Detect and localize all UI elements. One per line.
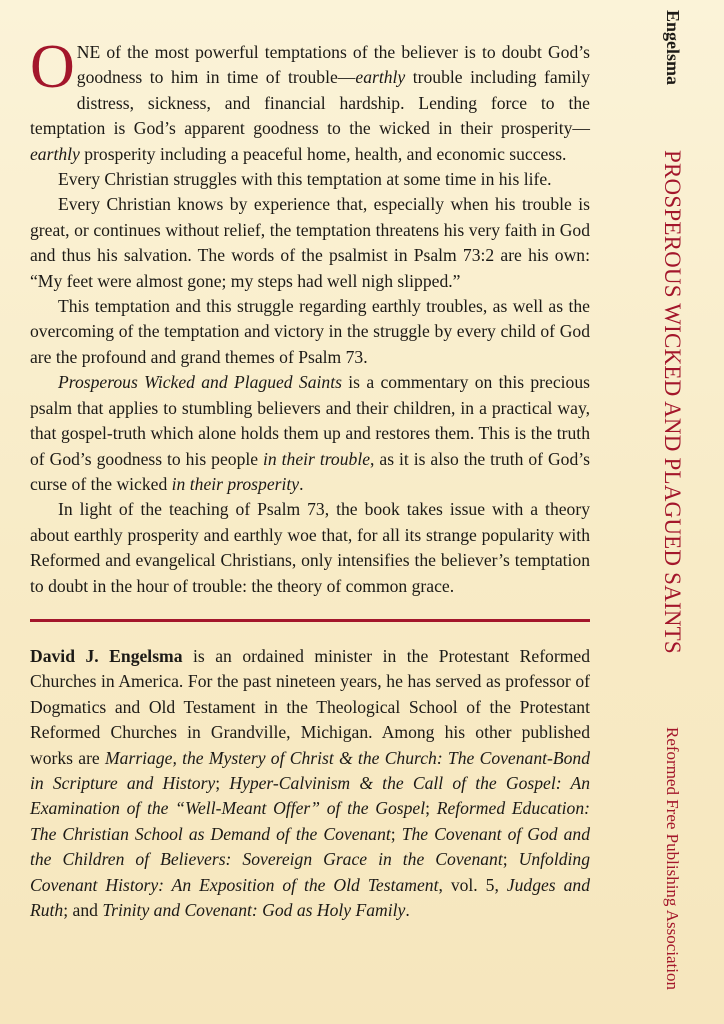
italic-text: The Covenant of God and the Children of Believers: Sovereign Grace in the Covenant	[30, 823, 590, 870]
italic-text: Judges and Ruth	[30, 874, 590, 920]
blurb-paragraph-1: ONE of the most powerful temptations of the believer is to doubt God’s goodness to him in time of trouble—earthly trouble including family distress, sickness, and financial hardship. Lending force to the temptation is God’s apparent goodness to the wicked in their prosperity—earthly prosperity including a peaceful home, health, and economic success.	[30, 33, 590, 164]
spine-title: PROSPEROUS WICKED AND PLAGUED SAINTS	[660, 150, 685, 654]
drop-cap: O	[30, 33, 75, 101]
italic-text: Marriage, the Mystery of Christ & the Church: The Covenant-Bond in Scripture and History	[30, 747, 591, 793]
italic-text: Prosperous Wicked and Plagued Saints	[58, 372, 342, 393]
divider-rule	[30, 619, 590, 622]
blurb-paragraph-3: Every Christian knows by experience that, especially when his trouble is great, or continues without relief, the temptation threatens his very faith in God and thus his salvation. The words of the psalmist in Psalm 73:2 are his own: “My feet were almost gone; my steps had well nigh slipped.”	[30, 194, 590, 291]
spine-publisher: Reformed Free Publishing Association	[663, 727, 682, 991]
italic-text: Reformed Education: The Christian School as Demand of the Covenant	[30, 798, 590, 844]
blurb-paragraph-6: In light of the teaching of Psalm 73, the book takes issue with a theory about earthly prosperity and earthly woe that, for all its strange popularity with Reformed and evangelical Christians, only intensifies the believer’s temptation to doubt in the hour of trouble: the theory of common grace.	[30, 499, 590, 596]
italic-text: Trinity and Covenant: God as Holy Family	[102, 900, 406, 920]
italic-text: earthly	[355, 67, 406, 88]
blurb	[30, 33, 590, 599]
italic-text: in their prosperity	[171, 473, 300, 494]
blurb-paragraph-4: This temptation and this struggle regarding earthly troubles, as well as the overcoming of the temptation and victory in the struggle by every child of God are the profound and grand themes of Psalm 73.	[30, 296, 590, 367]
italic-text: earthly	[30, 143, 80, 164]
author-bio	[30, 644, 590, 923]
italic-text: in their trouble	[263, 448, 371, 469]
book-spine	[620, 0, 724, 1024]
back-cover-text	[30, 33, 591, 923]
author-bio-paragraph: David J. Engelsma is an ordained minister in the Protestant Reformed Churches in America. For the past nineteen years, he has served as professor of Dogmatics and Old Testament in the Theological School of the Protestant Reformed Churches in Grandville, Michigan. Among his other published works are Marriage, the Mystery of Christ & the Church: The Covenant-Bond in Scripture and History; Hyper-Calvinism & the Call of the Gospel: An Examination of the “Well-Meant Offer” of the Gospel; Reformed Education: The Christian School as Demand of the Covenant; The Covenant of God and the Children of Believers: Sovereign Grace in the Covenant; Unfolding Covenant History: An Exposition of the Old Testament, vol. 5, Judges and Ruth; and Trinity and Covenant: God as Holy Family.	[30, 645, 591, 920]
spine-author: Engelsma	[663, 10, 683, 86]
blurb-paragraph-2: Every Christian struggles with this temptation at some time in his life.	[58, 169, 552, 190]
italic-text: Hyper-Calvinism & the Call of the Gospel: An Examination of the “Well-Meant Offer” of the Gospel	[30, 772, 590, 819]
italic-text: Unfolding Covenant History: An Exposition of the Old Testament	[30, 849, 590, 895]
blurb-paragraph-5: Prosperous Wicked and Plagued Saints is a commentary on this precious psalm that applies to stumbling believers and their children, in a practical way, that gospel-truth which alone holds them up and restores them. This is the truth of God’s goodness to his people in their trouble, as it is also the truth of God’s curse of the wicked in their prosperity.	[30, 372, 590, 494]
author-name: David J. Engelsma	[30, 645, 183, 666]
